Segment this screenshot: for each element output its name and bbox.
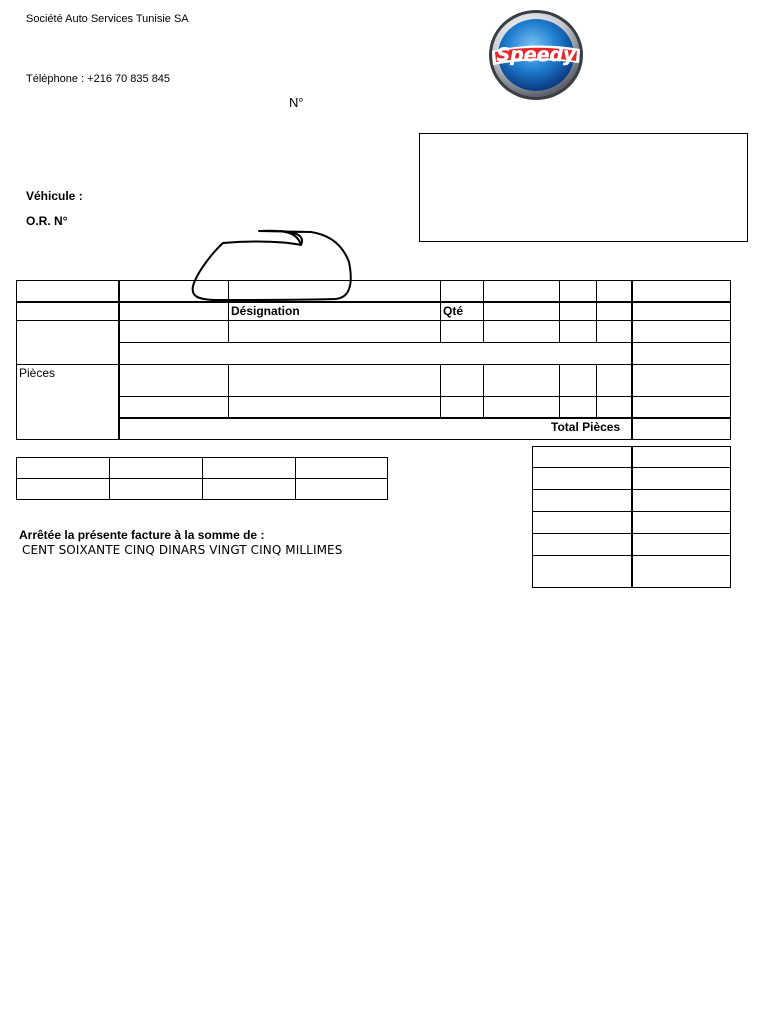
total-pieces-label: Total Pièces bbox=[551, 420, 621, 434]
amount-in-words: CENT SOIXANTE CINQ DINARS VINGT CINQ MILLIMES bbox=[22, 543, 343, 557]
column-header-designation: Désignation bbox=[231, 304, 300, 318]
handwritten-scribble bbox=[185, 222, 360, 307]
repair-order-label: O.R. N° bbox=[26, 214, 68, 228]
vehicle-label: Véhicule : bbox=[26, 189, 83, 203]
invoice-number-label: N° bbox=[289, 95, 304, 110]
client-address-box bbox=[419, 133, 748, 242]
speedy-logo bbox=[486, 9, 586, 101]
column-header-quantity: Qté bbox=[443, 304, 464, 318]
company-telephone: Téléphone : +216 70 835 845 bbox=[26, 73, 171, 85]
speedy-logo-text: Speedy bbox=[496, 44, 576, 66]
section-label-pieces: Pièces bbox=[19, 366, 56, 380]
amount-label: Arrêtée la présente facture à la somme de : bbox=[19, 528, 265, 542]
company-name: Société Auto Services Tunisie SA bbox=[26, 13, 189, 25]
